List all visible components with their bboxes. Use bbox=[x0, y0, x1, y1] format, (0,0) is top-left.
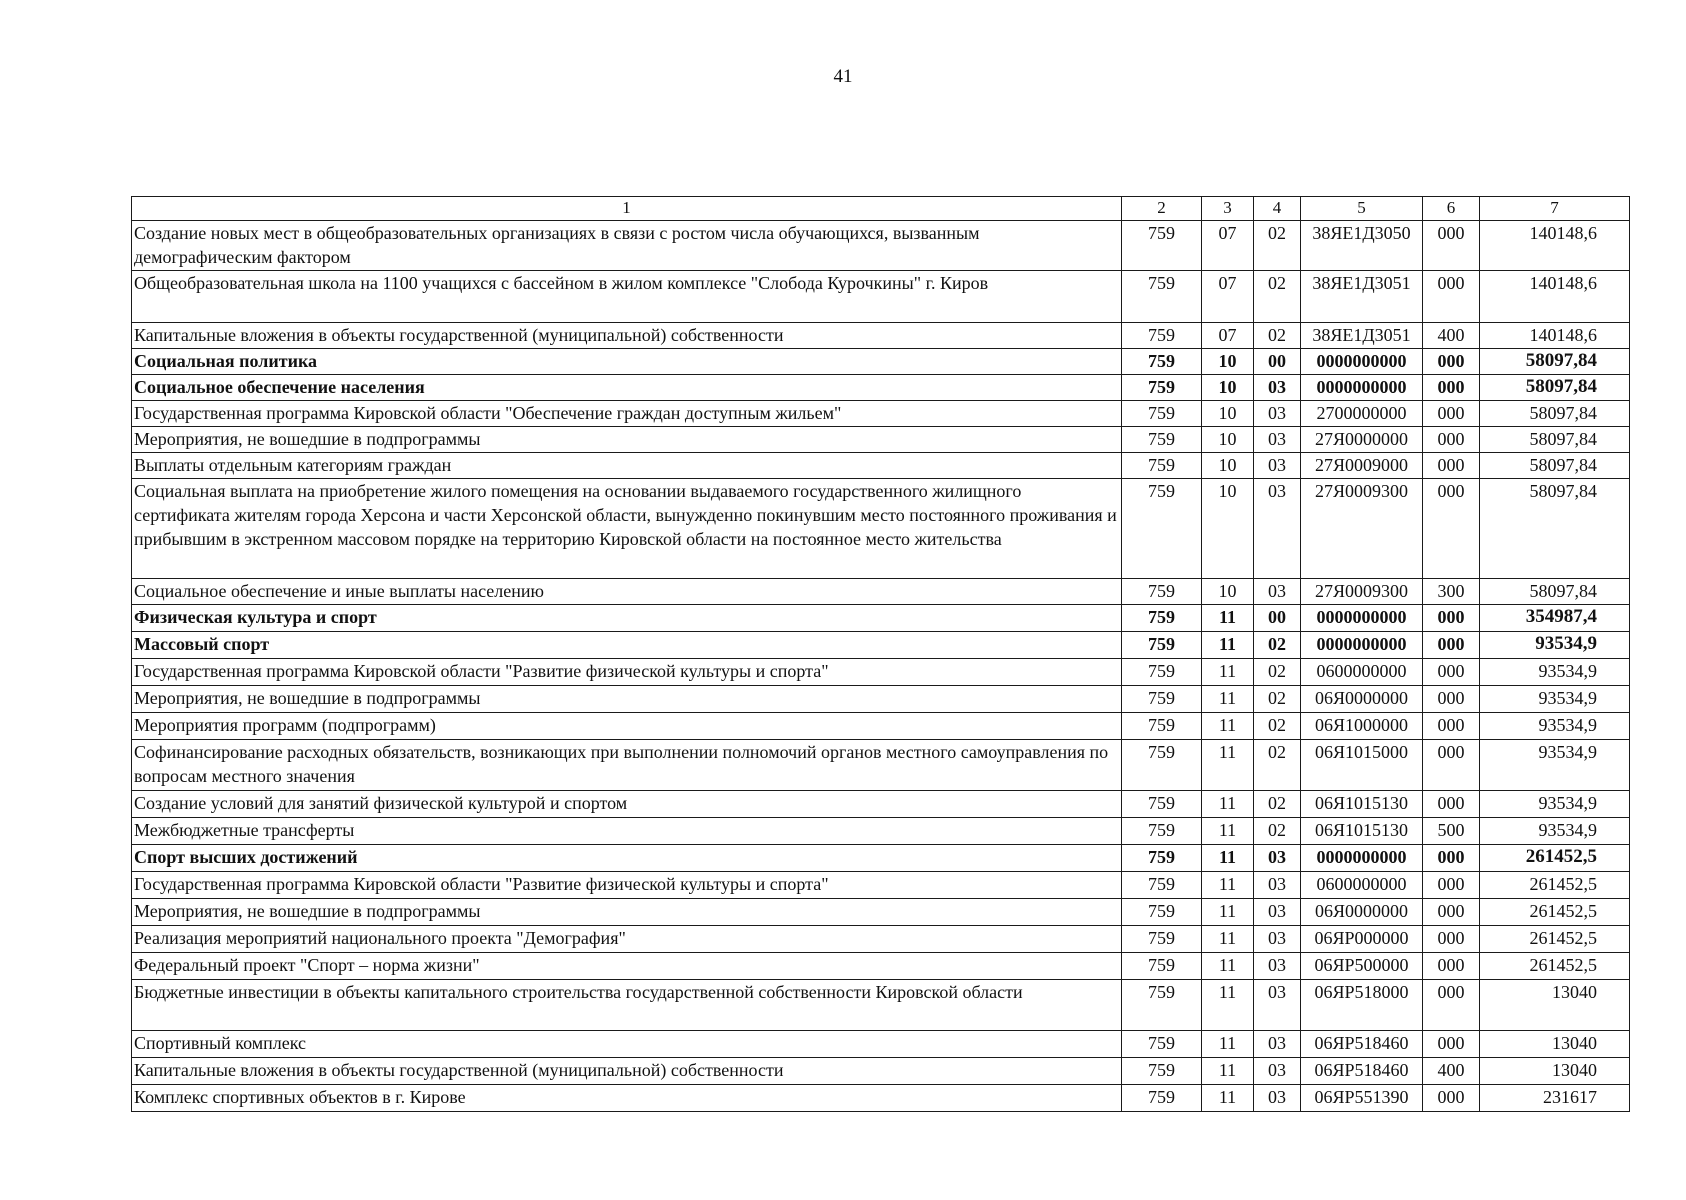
cell-department: 759 bbox=[1122, 659, 1202, 686]
cell-amount: 93534,9 bbox=[1480, 791, 1630, 818]
cell-expense-type: 000 bbox=[1423, 926, 1480, 953]
row-name: Социальное обеспечение и иные выплаты населению bbox=[132, 579, 1122, 605]
cell-target-code: 06Я1015000 bbox=[1301, 740, 1423, 791]
cell-amount: 58097,84 bbox=[1480, 375, 1630, 401]
cell-expense-type: 000 bbox=[1423, 740, 1480, 791]
cell-section: 10 bbox=[1202, 375, 1254, 401]
table-row bbox=[132, 1031, 1630, 1058]
cell-subsection: 00 bbox=[1254, 605, 1301, 632]
cell-target-code: 0000000000 bbox=[1301, 349, 1423, 375]
cell-department: 759 bbox=[1122, 632, 1202, 659]
cell-department: 759 bbox=[1122, 605, 1202, 632]
table-row bbox=[132, 899, 1630, 926]
cell-department: 759 bbox=[1122, 845, 1202, 872]
row-name: Создание условий для занятий физической культурой и спортом bbox=[132, 791, 1122, 818]
cell-subsection: 03 bbox=[1254, 479, 1301, 579]
table-row bbox=[132, 479, 1630, 579]
cell-target-code: 06ЯР518460 bbox=[1301, 1031, 1423, 1058]
row-name: Спортивный комплекс bbox=[132, 1031, 1122, 1058]
cell-amount: 93534,9 bbox=[1480, 713, 1630, 740]
column-header-7: 7 bbox=[1480, 197, 1630, 221]
row-name: Социальная выплата на приобретение жилого помещения на основании выдаваемого государственного жилищного сертификата жителям города Херсона и части Херсонской области, вынужденно покинувшим место постоянного проживания и прибывшим в экстренном массовом порядке на территорию Кировской области на постоянное место жительства bbox=[132, 479, 1122, 579]
cell-amount: 261452,5 bbox=[1480, 845, 1630, 872]
cell-department: 759 bbox=[1122, 401, 1202, 427]
cell-department: 759 bbox=[1122, 980, 1202, 1031]
cell-section: 10 bbox=[1202, 427, 1254, 453]
column-header-6: 6 bbox=[1423, 197, 1480, 221]
cell-section: 07 bbox=[1202, 221, 1254, 271]
cell-target-code: 27Я0009300 bbox=[1301, 479, 1423, 579]
cell-amount: 93534,9 bbox=[1480, 659, 1630, 686]
cell-expense-type: 000 bbox=[1423, 221, 1480, 271]
cell-amount: 13040 bbox=[1480, 1058, 1630, 1085]
cell-subsection: 00 bbox=[1254, 349, 1301, 375]
cell-subsection: 03 bbox=[1254, 845, 1301, 872]
cell-department: 759 bbox=[1122, 1058, 1202, 1085]
column-header-3: 3 bbox=[1202, 197, 1254, 221]
cell-amount: 93534,9 bbox=[1480, 740, 1630, 791]
row-name: Федеральный проект "Спорт – норма жизни" bbox=[132, 953, 1122, 980]
table-body bbox=[132, 221, 1630, 1112]
table-row bbox=[132, 453, 1630, 479]
table-row bbox=[132, 980, 1630, 1031]
cell-subsection: 02 bbox=[1254, 686, 1301, 713]
header-row bbox=[132, 197, 1630, 221]
cell-subsection: 02 bbox=[1254, 740, 1301, 791]
row-name: Выплаты отдельным категориям граждан bbox=[132, 453, 1122, 479]
cell-amount: 231617 bbox=[1480, 1085, 1630, 1112]
cell-amount: 58097,84 bbox=[1480, 479, 1630, 579]
row-name: Физическая культура и спорт bbox=[132, 605, 1122, 632]
cell-section: 10 bbox=[1202, 401, 1254, 427]
cell-amount: 58097,84 bbox=[1480, 401, 1630, 427]
cell-expense-type: 000 bbox=[1423, 479, 1480, 579]
cell-department: 759 bbox=[1122, 1031, 1202, 1058]
row-name: Мероприятия, не вошедшие в подпрограммы bbox=[132, 686, 1122, 713]
cell-target-code: 06Я1000000 bbox=[1301, 713, 1423, 740]
cell-amount: 140148,6 bbox=[1480, 323, 1630, 349]
cell-target-code: 38ЯЕ1Д3050 bbox=[1301, 221, 1423, 271]
row-name: Мероприятия программ (подпрограмм) bbox=[132, 713, 1122, 740]
cell-target-code: 06ЯР518460 bbox=[1301, 1058, 1423, 1085]
cell-target-code: 0000000000 bbox=[1301, 605, 1423, 632]
table-row bbox=[132, 845, 1630, 872]
cell-expense-type: 000 bbox=[1423, 349, 1480, 375]
row-name: Капитальные вложения в объекты государственной (муниципальной) собственности bbox=[132, 1058, 1122, 1085]
cell-target-code: 27Я0009300 bbox=[1301, 579, 1423, 605]
cell-section: 07 bbox=[1202, 271, 1254, 323]
cell-expense-type: 000 bbox=[1423, 375, 1480, 401]
table-row bbox=[132, 1058, 1630, 1085]
table-row bbox=[132, 872, 1630, 899]
cell-subsection: 03 bbox=[1254, 401, 1301, 427]
cell-amount: 261452,5 bbox=[1480, 953, 1630, 980]
cell-amount: 58097,84 bbox=[1480, 427, 1630, 453]
cell-subsection: 03 bbox=[1254, 579, 1301, 605]
cell-expense-type: 000 bbox=[1423, 953, 1480, 980]
cell-target-code: 0000000000 bbox=[1301, 845, 1423, 872]
table-row bbox=[132, 349, 1630, 375]
cell-amount: 58097,84 bbox=[1480, 579, 1630, 605]
cell-target-code: 0600000000 bbox=[1301, 872, 1423, 899]
row-name: Софинансирование расходных обязательств, возникающих при выполнении полномочий органов местного самоуправления по вопросам местного значения bbox=[132, 740, 1122, 791]
cell-section: 11 bbox=[1202, 659, 1254, 686]
cell-subsection: 03 bbox=[1254, 899, 1301, 926]
row-name: Государственная программа Кировской области "Развитие физической культуры и спорта" bbox=[132, 659, 1122, 686]
row-name: Реализация мероприятий национального проекта "Демография" bbox=[132, 926, 1122, 953]
column-header-5: 5 bbox=[1301, 197, 1423, 221]
table-row bbox=[132, 401, 1630, 427]
cell-target-code: 06ЯР518000 bbox=[1301, 980, 1423, 1031]
cell-amount: 13040 bbox=[1480, 980, 1630, 1031]
cell-section: 11 bbox=[1202, 926, 1254, 953]
cell-section: 11 bbox=[1202, 953, 1254, 980]
budget-table bbox=[131, 196, 1630, 1112]
cell-department: 759 bbox=[1122, 926, 1202, 953]
cell-amount: 93534,9 bbox=[1480, 818, 1630, 845]
cell-department: 759 bbox=[1122, 579, 1202, 605]
row-name: Государственная программа Кировской области "Развитие физической культуры и спорта" bbox=[132, 872, 1122, 899]
cell-target-code: 2700000000 bbox=[1301, 401, 1423, 427]
cell-subsection: 02 bbox=[1254, 713, 1301, 740]
cell-amount: 261452,5 bbox=[1480, 926, 1630, 953]
row-name: Мероприятия, не вошедшие в подпрограммы bbox=[132, 899, 1122, 926]
column-header-1: 1 bbox=[132, 197, 1122, 221]
cell-target-code: 06ЯР551390 bbox=[1301, 1085, 1423, 1112]
cell-target-code: 0600000000 bbox=[1301, 659, 1423, 686]
cell-subsection: 03 bbox=[1254, 1031, 1301, 1058]
cell-section: 11 bbox=[1202, 818, 1254, 845]
row-name: Бюджетные инвестиции в объекты капитального строительства государственной собственности Кировской области bbox=[132, 980, 1122, 1031]
row-name: Общеобразовательная школа на 1100 учащихся с бассейном в жилом комплексе "Слобода Курочкины" г. Киров bbox=[132, 271, 1122, 323]
cell-section: 11 bbox=[1202, 713, 1254, 740]
cell-expense-type: 000 bbox=[1423, 1031, 1480, 1058]
cell-target-code: 38ЯЕ1Д3051 bbox=[1301, 271, 1423, 323]
cell-expense-type: 000 bbox=[1423, 899, 1480, 926]
cell-expense-type: 000 bbox=[1423, 980, 1480, 1031]
cell-amount: 58097,84 bbox=[1480, 349, 1630, 375]
cell-subsection: 02 bbox=[1254, 323, 1301, 349]
cell-section: 11 bbox=[1202, 791, 1254, 818]
cell-expense-type: 500 bbox=[1423, 818, 1480, 845]
table-row bbox=[132, 632, 1630, 659]
cell-subsection: 02 bbox=[1254, 791, 1301, 818]
cell-target-code: 06Я1015130 bbox=[1301, 791, 1423, 818]
cell-target-code: 0000000000 bbox=[1301, 632, 1423, 659]
cell-expense-type: 000 bbox=[1423, 1085, 1480, 1112]
cell-subsection: 03 bbox=[1254, 1058, 1301, 1085]
page-number: 41 bbox=[833, 66, 853, 87]
cell-department: 759 bbox=[1122, 818, 1202, 845]
cell-expense-type: 000 bbox=[1423, 713, 1480, 740]
row-name: Социальное обеспечение населения bbox=[132, 375, 1122, 401]
cell-department: 759 bbox=[1122, 740, 1202, 791]
cell-section: 11 bbox=[1202, 1031, 1254, 1058]
cell-subsection: 03 bbox=[1254, 872, 1301, 899]
cell-expense-type: 000 bbox=[1423, 791, 1480, 818]
cell-section: 11 bbox=[1202, 899, 1254, 926]
cell-amount: 354987,4 bbox=[1480, 605, 1630, 632]
cell-section: 11 bbox=[1202, 605, 1254, 632]
cell-section: 07 bbox=[1202, 323, 1254, 349]
cell-department: 759 bbox=[1122, 479, 1202, 579]
cell-section: 11 bbox=[1202, 632, 1254, 659]
cell-expense-type: 000 bbox=[1423, 632, 1480, 659]
table-row bbox=[132, 375, 1630, 401]
cell-target-code: 27Я0009000 bbox=[1301, 453, 1423, 479]
table-row bbox=[132, 791, 1630, 818]
cell-section: 11 bbox=[1202, 980, 1254, 1031]
row-name: Мероприятия, не вошедшие в подпрограммы bbox=[132, 427, 1122, 453]
cell-section: 11 bbox=[1202, 1058, 1254, 1085]
cell-subsection: 02 bbox=[1254, 818, 1301, 845]
cell-expense-type: 000 bbox=[1423, 872, 1480, 899]
table-row bbox=[132, 221, 1630, 271]
cell-department: 759 bbox=[1122, 271, 1202, 323]
cell-subsection: 03 bbox=[1254, 375, 1301, 401]
cell-subsection: 03 bbox=[1254, 427, 1301, 453]
row-name: Межбюджетные трансферты bbox=[132, 818, 1122, 845]
cell-section: 10 bbox=[1202, 453, 1254, 479]
cell-expense-type: 000 bbox=[1423, 271, 1480, 323]
cell-expense-type: 000 bbox=[1423, 845, 1480, 872]
cell-expense-type: 000 bbox=[1423, 605, 1480, 632]
cell-department: 759 bbox=[1122, 1085, 1202, 1112]
column-header-4: 4 bbox=[1254, 197, 1301, 221]
cell-department: 759 bbox=[1122, 872, 1202, 899]
table-row bbox=[132, 271, 1630, 323]
cell-department: 759 bbox=[1122, 899, 1202, 926]
cell-department: 759 bbox=[1122, 349, 1202, 375]
cell-subsection: 03 bbox=[1254, 926, 1301, 953]
cell-target-code: 06Я0000000 bbox=[1301, 899, 1423, 926]
cell-section: 11 bbox=[1202, 740, 1254, 791]
cell-subsection: 03 bbox=[1254, 953, 1301, 980]
column-header-2: 2 bbox=[1122, 197, 1202, 221]
cell-subsection: 02 bbox=[1254, 659, 1301, 686]
cell-department: 759 bbox=[1122, 221, 1202, 271]
cell-amount: 140148,6 bbox=[1480, 221, 1630, 271]
cell-expense-type: 000 bbox=[1423, 659, 1480, 686]
cell-expense-type: 300 bbox=[1423, 579, 1480, 605]
table-row bbox=[132, 818, 1630, 845]
cell-subsection: 02 bbox=[1254, 221, 1301, 271]
cell-amount: 93534,9 bbox=[1480, 632, 1630, 659]
table-row bbox=[132, 713, 1630, 740]
cell-expense-type: 000 bbox=[1423, 427, 1480, 453]
row-name: Создание новых мест в общеобразовательных организациях в связи с ростом числа обучающихся, вызванным демографическим фактором bbox=[132, 221, 1122, 271]
row-name: Комплекс спортивных объектов в г. Кирове bbox=[132, 1085, 1122, 1112]
cell-amount: 261452,5 bbox=[1480, 899, 1630, 926]
cell-target-code: 0000000000 bbox=[1301, 375, 1423, 401]
cell-subsection: 03 bbox=[1254, 1085, 1301, 1112]
cell-section: 11 bbox=[1202, 1085, 1254, 1112]
table-row bbox=[132, 579, 1630, 605]
cell-target-code: 38ЯЕ1Д3051 bbox=[1301, 323, 1423, 349]
cell-subsection: 02 bbox=[1254, 632, 1301, 659]
table-row bbox=[132, 926, 1630, 953]
row-name: Капитальные вложения в объекты государственной (муниципальной) собственности bbox=[132, 323, 1122, 349]
table-row bbox=[132, 659, 1630, 686]
cell-section: 11 bbox=[1202, 872, 1254, 899]
cell-department: 759 bbox=[1122, 323, 1202, 349]
cell-section: 11 bbox=[1202, 686, 1254, 713]
cell-target-code: 06ЯР000000 bbox=[1301, 926, 1423, 953]
cell-expense-type: 400 bbox=[1423, 1058, 1480, 1085]
cell-amount: 93534,9 bbox=[1480, 686, 1630, 713]
cell-subsection: 03 bbox=[1254, 980, 1301, 1031]
cell-amount: 140148,6 bbox=[1480, 271, 1630, 323]
cell-amount: 58097,84 bbox=[1480, 453, 1630, 479]
cell-target-code: 06Я1015130 bbox=[1301, 818, 1423, 845]
table-row bbox=[132, 953, 1630, 980]
table-row bbox=[132, 427, 1630, 453]
cell-department: 759 bbox=[1122, 427, 1202, 453]
cell-section: 10 bbox=[1202, 479, 1254, 579]
cell-amount: 261452,5 bbox=[1480, 872, 1630, 899]
cell-department: 759 bbox=[1122, 453, 1202, 479]
cell-department: 759 bbox=[1122, 686, 1202, 713]
cell-section: 10 bbox=[1202, 349, 1254, 375]
cell-subsection: 03 bbox=[1254, 453, 1301, 479]
cell-subsection: 02 bbox=[1254, 271, 1301, 323]
cell-target-code: 06Я0000000 bbox=[1301, 686, 1423, 713]
row-name: Государственная программа Кировской области "Обеспечение граждан доступным жильем" bbox=[132, 401, 1122, 427]
cell-amount: 13040 bbox=[1480, 1031, 1630, 1058]
table-row bbox=[132, 1085, 1630, 1112]
table-row bbox=[132, 686, 1630, 713]
cell-section: 11 bbox=[1202, 845, 1254, 872]
row-name: Массовый спорт bbox=[132, 632, 1122, 659]
table-row bbox=[132, 605, 1630, 632]
cell-department: 759 bbox=[1122, 375, 1202, 401]
cell-department: 759 bbox=[1122, 713, 1202, 740]
row-name: Спорт высших достижений bbox=[132, 845, 1122, 872]
cell-expense-type: 400 bbox=[1423, 323, 1480, 349]
cell-target-code: 27Я0000000 bbox=[1301, 427, 1423, 453]
cell-expense-type: 000 bbox=[1423, 686, 1480, 713]
cell-section: 10 bbox=[1202, 579, 1254, 605]
cell-target-code: 06ЯР500000 bbox=[1301, 953, 1423, 980]
table-row bbox=[132, 323, 1630, 349]
cell-expense-type: 000 bbox=[1423, 401, 1480, 427]
cell-department: 759 bbox=[1122, 791, 1202, 818]
table-row bbox=[132, 740, 1630, 791]
row-name: Социальная политика bbox=[132, 349, 1122, 375]
cell-department: 759 bbox=[1122, 953, 1202, 980]
cell-expense-type: 000 bbox=[1423, 453, 1480, 479]
